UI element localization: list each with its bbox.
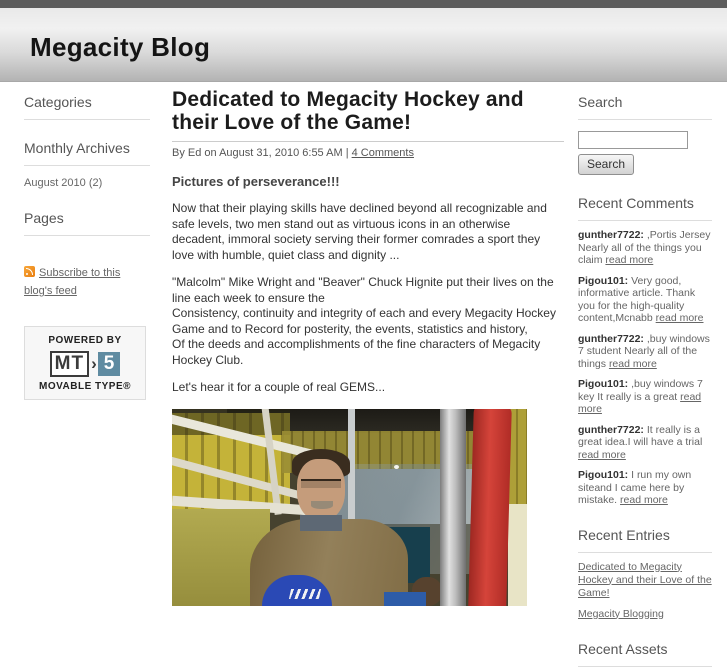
comment-author: Pigou101: bbox=[578, 378, 629, 390]
mt5-logo bbox=[31, 351, 139, 377]
comment-item bbox=[578, 378, 712, 416]
movable-type-badge[interactable] bbox=[24, 326, 146, 400]
recent-assets-heading: Recent Assets bbox=[578, 639, 712, 667]
ice-right-sliver bbox=[508, 504, 527, 606]
comment-author: Pigou101: bbox=[578, 469, 629, 481]
recent-entry-link[interactable]: Dedicated to Megacity Hockey and their Love of the Game! bbox=[578, 560, 712, 599]
mt-logo-five: 5 bbox=[98, 352, 121, 376]
left-sidebar bbox=[24, 92, 150, 400]
pages-heading: Pages bbox=[24, 208, 150, 236]
comment-item bbox=[578, 424, 712, 462]
comment-item bbox=[578, 275, 712, 325]
man-face bbox=[297, 459, 345, 521]
red-padded-post bbox=[468, 409, 512, 606]
post-paragraph-1: Now that their playing skills have declined beyond all recognizable and safe levels, two men stand out as virtuous icons in an otherwise decadent, immoral society serving their former comrades a sport they love with humble, quiet class and dignity ... bbox=[172, 201, 547, 262]
search-input[interactable] bbox=[578, 131, 688, 149]
post-subheading: Pictures of perseverance!!! bbox=[172, 174, 340, 189]
man-mustache bbox=[311, 501, 333, 509]
comment-author: gunther7722: bbox=[578, 229, 644, 241]
top-bar bbox=[0, 0, 727, 8]
man-shirt bbox=[300, 515, 342, 531]
read-more-link[interactable]: read more bbox=[655, 312, 704, 324]
byline-separator: | bbox=[345, 147, 349, 159]
comment-item bbox=[578, 333, 712, 371]
blue-object bbox=[384, 592, 426, 606]
post-paragraph-2 bbox=[172, 275, 564, 368]
main-content bbox=[172, 88, 564, 606]
movable-type-label: MOVABLE TYPE® bbox=[38, 381, 132, 392]
post-paragraph-3: Let's hear it for a couple of real GEMS... bbox=[172, 380, 386, 394]
monthly-archives-heading: Monthly Archives bbox=[24, 138, 150, 166]
post-title: Dedicated to Megacity Hockey and their Love of the Game! bbox=[172, 88, 564, 142]
read-more-link[interactable]: read more bbox=[620, 494, 668, 506]
cap-lettering bbox=[289, 589, 321, 599]
post-paragraph-2-line-1: "Malcolm" Mike Wright and "Beaver" Chuck Hignite put their lives on the line each week to ensure the bbox=[172, 275, 554, 305]
post-photo bbox=[172, 409, 527, 606]
man-glasses bbox=[301, 479, 341, 488]
read-more-link[interactable]: read more bbox=[578, 448, 626, 461]
site-title: Megacity Blog bbox=[30, 32, 211, 62]
comment-text: ,buy windows 7 student Nearly all of the things bbox=[578, 332, 710, 370]
recent-entry-link[interactable]: Megacity Blogging bbox=[578, 607, 664, 620]
recent-entries-heading: Recent Entries bbox=[578, 525, 712, 553]
recent-comments-heading: Recent Comments bbox=[578, 193, 712, 221]
search-heading: Search bbox=[578, 92, 712, 120]
archive-item-august-2010[interactable]: August 2010 (2) bbox=[24, 177, 103, 189]
byline-text: By Ed on August 31, 2010 6:55 AM bbox=[172, 147, 343, 159]
post-paragraph-2-line-3: Of the deeds and accomplishments of the fine characters of Megacity Hockey Club. bbox=[172, 337, 541, 367]
comment-item bbox=[578, 469, 712, 507]
comment-text: It really is a great idea.I will have a trial bbox=[578, 423, 703, 448]
powered-by-label: POWERED BY bbox=[48, 335, 122, 346]
comments-link[interactable]: 4 Comments bbox=[351, 147, 414, 159]
post-paragraph-2-line-2: Consistency, continuity and integrity of each and every Megacity Hockey Game and to Record for posterity, the events, statistics and history, bbox=[172, 306, 556, 336]
comment-text: Very good, informative article. Thank you for the high-quality content,Mcnabb bbox=[578, 274, 696, 324]
read-more-link[interactable]: read more bbox=[605, 254, 654, 266]
read-more-link[interactable]: read more bbox=[608, 357, 657, 370]
post-byline bbox=[172, 147, 564, 159]
mt-logo-letters: MT bbox=[50, 351, 89, 377]
comment-item bbox=[578, 229, 712, 267]
arena-light bbox=[394, 465, 399, 469]
subscribe-feed-link[interactable]: Subscribe to this blog's feed bbox=[24, 267, 121, 297]
comment-author: Pigou101: bbox=[578, 274, 629, 287]
search-button[interactable]: Search bbox=[578, 154, 634, 175]
read-more-link[interactable]: read more bbox=[578, 390, 702, 415]
site-header bbox=[0, 8, 727, 82]
comment-author: gunther7722: bbox=[578, 332, 644, 345]
comment-author: gunther7722: bbox=[578, 423, 644, 436]
feed-subscribe-row bbox=[24, 263, 150, 299]
categories-heading: Categories bbox=[24, 92, 150, 120]
mt-logo-chevron-icon: › bbox=[91, 354, 97, 373]
right-sidebar bbox=[578, 92, 712, 667]
rss-icon bbox=[24, 266, 35, 277]
silver-stanchion bbox=[440, 409, 466, 606]
comment-text: ,buy windows 7 key It really is a great bbox=[578, 378, 703, 403]
comment-text: ,Portis Jersey Nearly all of the things you claim bbox=[578, 229, 711, 266]
comment-text: I run my own siteand I came here by mistake. bbox=[578, 469, 692, 506]
